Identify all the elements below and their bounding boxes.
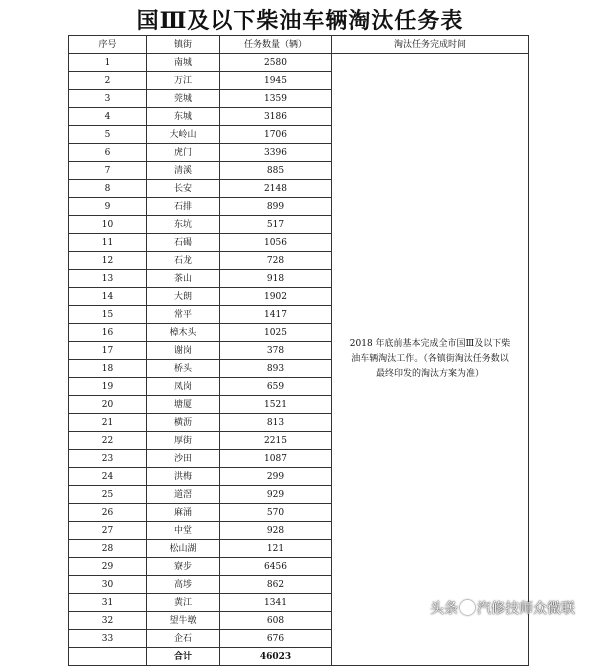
header-no: 序号 — [69, 36, 147, 54]
row-count: 813 — [220, 414, 332, 432]
row-count: 1417 — [220, 306, 332, 324]
row-town: 大朗 — [147, 288, 220, 306]
row-number: 29 — [69, 558, 147, 576]
at-icon — [460, 600, 475, 615]
row-count: 1945 — [220, 72, 332, 90]
total-value: 46023 — [220, 648, 332, 666]
row-town: 黄江 — [147, 594, 220, 612]
row-town: 道滘 — [147, 486, 220, 504]
row-number: 13 — [69, 270, 147, 288]
row-town: 樟木头 — [147, 324, 220, 342]
row-number: 27 — [69, 522, 147, 540]
row-number: 18 — [69, 360, 147, 378]
row-town: 麻涌 — [147, 504, 220, 522]
row-count: 608 — [220, 612, 332, 630]
row-number: 14 — [69, 288, 147, 306]
row-number: 8 — [69, 180, 147, 198]
row-count: 893 — [220, 360, 332, 378]
row-number: 6 — [69, 144, 147, 162]
row-number: 1 — [69, 54, 147, 72]
row-town: 虎门 — [147, 144, 220, 162]
row-number: 24 — [69, 468, 147, 486]
row-count: 885 — [220, 162, 332, 180]
row-number: 21 — [69, 414, 147, 432]
table-header-row — [69, 36, 529, 54]
row-number: 30 — [69, 576, 147, 594]
row-number: 22 — [69, 432, 147, 450]
row-number: 23 — [69, 450, 147, 468]
row-number: 32 — [69, 612, 147, 630]
row-count: 1087 — [220, 450, 332, 468]
row-town: 莞城 — [147, 90, 220, 108]
row-number: 11 — [69, 234, 147, 252]
row-town: 石龙 — [147, 252, 220, 270]
row-town: 松山湖 — [147, 540, 220, 558]
row-count: 378 — [220, 342, 332, 360]
row-town: 凤岗 — [147, 378, 220, 396]
total-number-cell — [69, 648, 147, 666]
table-body — [69, 54, 529, 666]
row-number: 28 — [69, 540, 147, 558]
row-town: 沙田 — [147, 450, 220, 468]
row-town: 东城 — [147, 108, 220, 126]
row-count: 1706 — [220, 126, 332, 144]
row-count: 1056 — [220, 234, 332, 252]
row-town: 企石 — [147, 630, 220, 648]
row-count: 1902 — [220, 288, 332, 306]
watermark-prefix: 头条 — [430, 601, 458, 617]
row-count: 728 — [220, 252, 332, 270]
row-count: 862 — [220, 576, 332, 594]
row-number: 10 — [69, 216, 147, 234]
row-number: 20 — [69, 396, 147, 414]
row-number: 25 — [69, 486, 147, 504]
header-deadline: 淘汰任务完成时间 — [332, 36, 529, 54]
row-number: 19 — [69, 378, 147, 396]
row-town: 石排 — [147, 198, 220, 216]
watermark — [430, 598, 575, 618]
row-count: 659 — [220, 378, 332, 396]
page-title: 国Ⅲ及以下柴油车辆淘汰任务表 — [136, 8, 464, 34]
row-town: 厚街 — [147, 432, 220, 450]
row-count: 299 — [220, 468, 332, 486]
row-number: 2 — [69, 72, 147, 90]
row-number: 5 — [69, 126, 147, 144]
row-count: 918 — [220, 270, 332, 288]
row-town: 塘厦 — [147, 396, 220, 414]
row-count: 121 — [220, 540, 332, 558]
row-town: 万江 — [147, 72, 220, 90]
row-town: 清溪 — [147, 162, 220, 180]
row-count: 1341 — [220, 594, 332, 612]
row-count: 928 — [220, 522, 332, 540]
row-count: 2148 — [220, 180, 332, 198]
row-count: 929 — [220, 486, 332, 504]
row-count: 3396 — [220, 144, 332, 162]
row-count: 517 — [220, 216, 332, 234]
row-count: 1025 — [220, 324, 332, 342]
row-number: 16 — [69, 324, 147, 342]
total-label: 合计 — [147, 648, 220, 666]
row-number: 9 — [69, 198, 147, 216]
watermark-handle: 汽修技师众微联 — [477, 601, 575, 617]
row-number: 15 — [69, 306, 147, 324]
row-town: 大岭山 — [147, 126, 220, 144]
row-count: 6456 — [220, 558, 332, 576]
row-number: 17 — [69, 342, 147, 360]
header-town: 镇街 — [147, 36, 220, 54]
row-number: 3 — [69, 90, 147, 108]
row-number: 26 — [69, 504, 147, 522]
row-count: 3186 — [220, 108, 332, 126]
row-number: 4 — [69, 108, 147, 126]
row-town: 高埗 — [147, 576, 220, 594]
row-town: 桥头 — [147, 360, 220, 378]
row-town: 寮步 — [147, 558, 220, 576]
row-town: 横沥 — [147, 414, 220, 432]
deadline-note: 2018 年底前基本完成全市国Ⅲ及以下柴油车辆淘汰工作。（各镇街淘汰任务数以最终印发的淘汰方案为准） — [332, 54, 529, 666]
row-count: 899 — [220, 198, 332, 216]
row-count: 676 — [220, 630, 332, 648]
row-town: 望牛墩 — [147, 612, 220, 630]
row-count: 2215 — [220, 432, 332, 450]
row-count: 570 — [220, 504, 332, 522]
row-town: 南城 — [147, 54, 220, 72]
row-number: 7 — [69, 162, 147, 180]
row-town: 茶山 — [147, 270, 220, 288]
row-town: 常平 — [147, 306, 220, 324]
row-count: 2580 — [220, 54, 332, 72]
header-count: 任务数量（辆） — [220, 36, 332, 54]
row-town: 石碣 — [147, 234, 220, 252]
table-row — [69, 54, 529, 72]
row-number: 31 — [69, 594, 147, 612]
row-number: 33 — [69, 630, 147, 648]
row-town: 长安 — [147, 180, 220, 198]
row-town: 中堂 — [147, 522, 220, 540]
row-town: 洪梅 — [147, 468, 220, 486]
row-number: 12 — [69, 252, 147, 270]
row-town: 谢岗 — [147, 342, 220, 360]
row-count: 1521 — [220, 396, 332, 414]
row-town: 东坑 — [147, 216, 220, 234]
row-count: 1359 — [220, 90, 332, 108]
task-table — [68, 35, 529, 666]
